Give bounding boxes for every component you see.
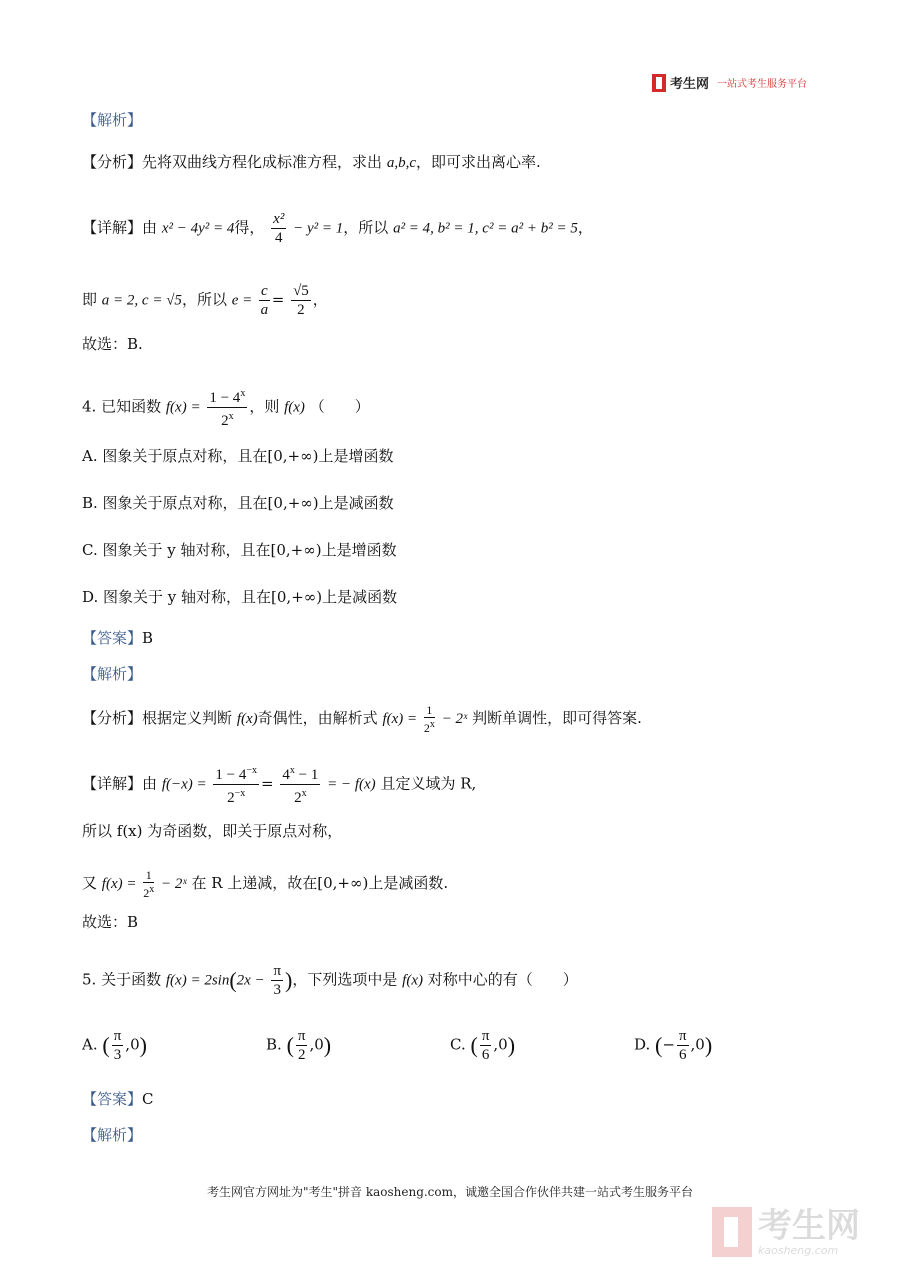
q5-option-d: D. (− $\frac{\pi}{6}$ ,0) — [634, 1028, 713, 1063]
fraction-q4-xiangjie-2: $\frac{4^x - 1}{2^x}$ — [280, 762, 320, 807]
q4-jiexi: 【解析】 — [82, 665, 143, 683]
q4-option-c: C. 图象关于 y 轴对称，且在[0,+∞)上是增函数 — [82, 541, 397, 559]
q4-suoyi: 所以 f(x) 为奇函数，即关于原点对称， — [82, 822, 343, 840]
q5-stem: 5. 关于函数 f(x) = 2sin(2x − $\frac{\pi}{3}$ )，下列选项中是 f(x) 对称中心的有（ ） — [82, 963, 578, 998]
q5-option-d-fraction: $\frac{\pi}{6}$ — [678, 1028, 687, 1063]
q4-option-b: B. 图象关于原点对称，且在[0,+∞)上是减函数 — [82, 494, 394, 512]
fraction-q4-xiangjie-1: $\frac{1 - 4^{-x}}{2^{-x}}$ — [213, 762, 259, 807]
watermark-name: 考生网 — [758, 1205, 860, 1246]
q5-option-a: A. ( $\frac{\pi}{3}$ ,0) — [82, 1028, 147, 1063]
q4-fenxi: 【分析】根据定义判断 f(x)奇偶性，由解析式 f(x) = $\frac{1}{2^x}$ − 2ˣ 判断单调性，即可得答案. — [82, 703, 642, 735]
fraction-sqrt5-over-2: $\frac{√5}{2}$ — [293, 283, 309, 318]
q3-fenxi: 【分析】先将双曲线方程化成标准方程，求出 a,b,c，即可求出离心率. — [82, 153, 541, 171]
logo-name: 考生网 — [670, 77, 710, 92]
q4-option-a: A. 图象关于原点对称，且在[0,+∞)上是增函数 — [82, 447, 394, 465]
fraction-x2-over-4: $\frac{\text{x²}}{4}$ — [273, 211, 285, 246]
logo-icon — [652, 74, 666, 92]
fraction-q4-stem: $\frac{1 - 4^x}{2^x}$ — [207, 385, 247, 430]
q3-xiangjie: 【详解】由 x² − 4y² = 4得， $\frac{\text{x²}}{4}$ − y² = 1，所以 a² = 4, b² = 1, c² = a² + b² = 5， — [82, 211, 593, 246]
q5-option-c: C. ( $\frac{\pi}{6}$ ,0) — [450, 1028, 516, 1063]
q4-xiangjie: 【详解】由 f(−x) = $\frac{1 - 4^{-x}}{2^{-x}}$ = $\frac{4^x - 1}{2^x}$ = − f(x) 且定义域为 R, — [82, 762, 476, 807]
q4-guxuan: 故选：B — [82, 913, 139, 931]
q5-option-a-fraction: $\frac{\pi}{3}$ — [113, 1028, 122, 1063]
q5-option-c-fraction: $\frac{\pi}{6}$ — [481, 1028, 490, 1063]
fraction-c-over-a: $\frac{c}{a}$ — [260, 283, 269, 318]
q4-answer: 【答案】B — [82, 629, 154, 647]
logo-slogan: 一站式考生服务平台 — [717, 79, 808, 90]
fraction-1-over-2x: $\frac{1}{2^x}$ — [423, 703, 435, 735]
q3-ji: 即 a = 2, c = √5，所以 e = $\frac{c}{a}$ = $\frac{√5}{2}$ ， — [82, 283, 328, 318]
watermark-url: kaosheng.com — [758, 1243, 839, 1257]
q3-guxuan: 故选：B. — [82, 335, 143, 353]
q5-option-b-fraction: $\frac{\pi}{2}$ — [297, 1028, 306, 1063]
header-logo — [652, 73, 807, 92]
q5-jiexi: 【解析】 — [82, 1126, 143, 1144]
q5-option-b: B. ( $\frac{\pi}{2}$ ,0) — [266, 1028, 332, 1063]
q4-stem: 4. 已知函数 f(x) = $\frac{1 - 4^x}{2^x}$ ，则 f(x) （ ） — [82, 385, 370, 430]
fraction-you-1-over-2x: $\frac{1}{2^x}$ — [143, 868, 155, 900]
watermark — [712, 1207, 860, 1257]
q4-option-d: D. 图象关于 y 轴对称，且在[0,+∞)上是减函数 — [82, 588, 398, 606]
footer-text: 考生网官方网址为"考生"拼音 kaosheng.com，诚邀全国合作伙伴共建一站式考生服务平台 — [206, 1185, 694, 1199]
q4-you: 又 f(x) = $\frac{1}{2^x}$ − 2ˣ 在 R 上递减，故在[0,+∞)上是减函数. — [82, 868, 449, 900]
q5-answer: 【答案】C — [82, 1090, 154, 1108]
q3-jiexi: 【解析】 — [82, 111, 143, 129]
watermark-logo-icon — [712, 1207, 752, 1257]
fraction-pi-over-3: $\frac{\pi}{3}$ — [273, 963, 282, 998]
